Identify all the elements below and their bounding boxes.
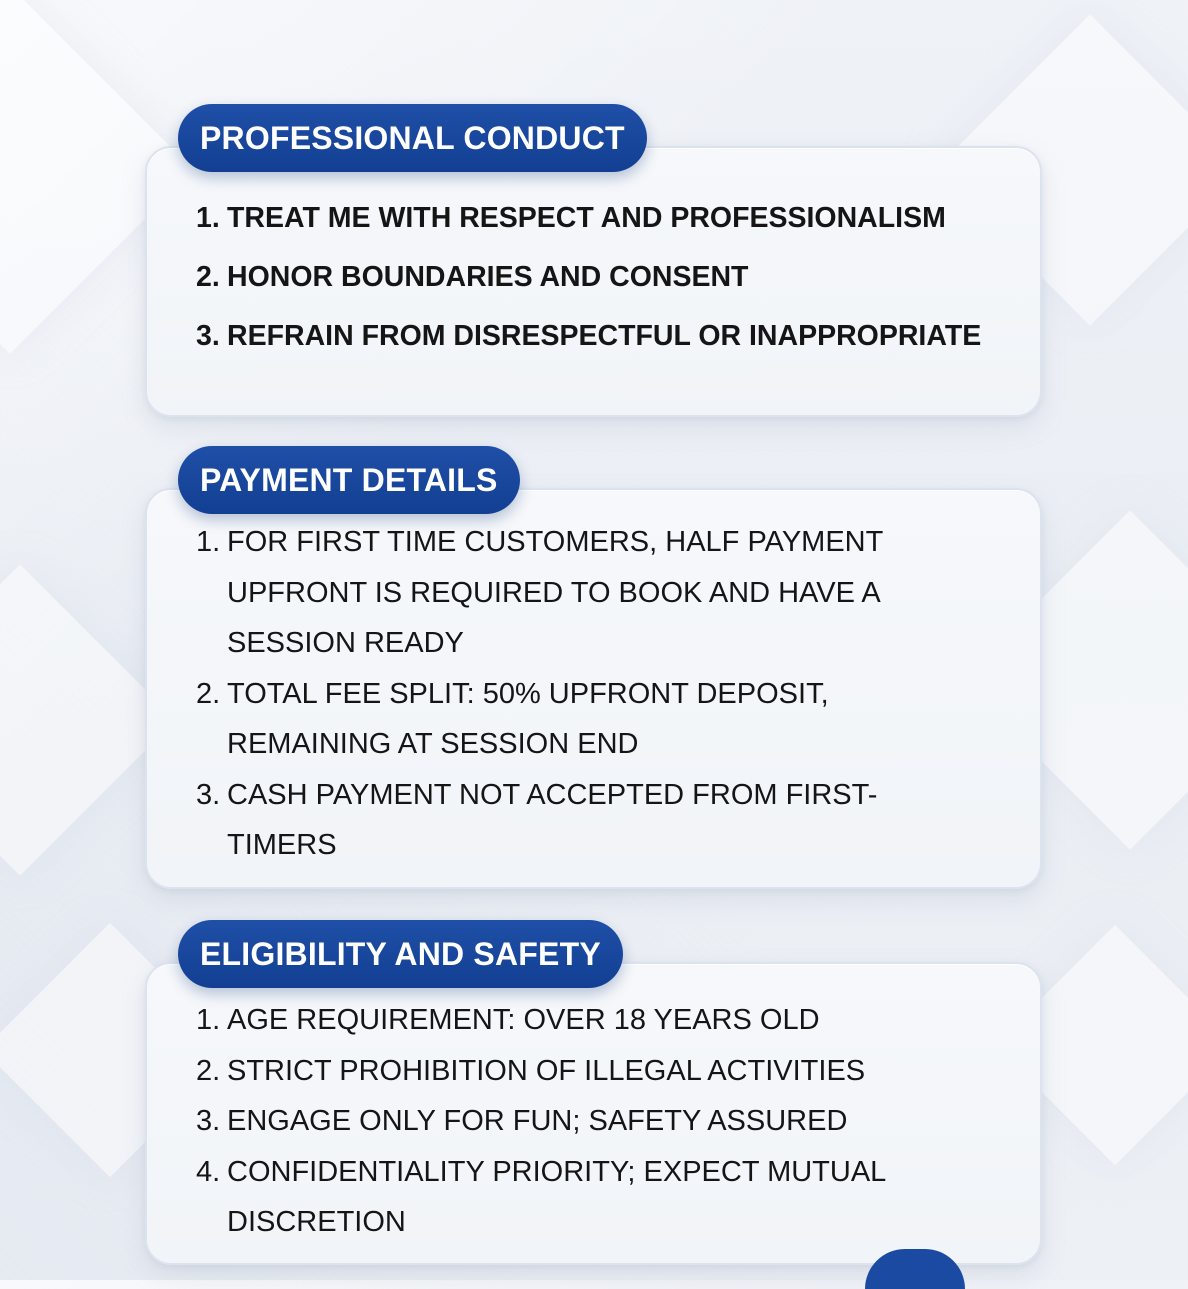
payment-details-list <box>196 517 1016 871</box>
item-number: 3. <box>196 778 221 811</box>
item-text-line: DISCRETION <box>227 1206 406 1238</box>
list-item <box>196 1096 1016 1147</box>
list-item <box>196 307 1016 366</box>
item-number: 1. <box>196 1004 221 1036</box>
item-number: 2. <box>196 677 221 710</box>
item-text: REFRAIN FROM DISRESPECTFUL OR INAPPROPRIATE <box>227 320 982 352</box>
item-text: TREAT ME WITH RESPECT AND PROFESSIONALISM <box>227 202 946 234</box>
item-text-line: STRICT PROHIBITION OF ILLEGAL ACTIVITIES <box>227 1054 866 1087</box>
list-item <box>196 770 1016 871</box>
item-number: 1. <box>196 526 221 558</box>
item-text-line: CONFIDENTIALITY PRIORITY; EXPECT MUTUAL <box>227 1155 887 1188</box>
item-number: 1. <box>196 202 220 234</box>
item-text-line: CASH PAYMENT NOT ACCEPTED FROM FIRST- <box>227 778 878 811</box>
list-item <box>196 669 1016 770</box>
item-text: HONOR BOUNDARIES AND CONSENT <box>227 261 749 293</box>
list-item <box>196 995 1016 1046</box>
item-text-line: UPFRONT IS REQUIRED TO BOOK AND HAVE A <box>227 576 881 609</box>
item-number: 3. <box>196 1105 221 1137</box>
item-number: 2. <box>196 261 220 293</box>
item-number: 4. <box>196 1155 221 1188</box>
professional-conduct-list <box>196 189 1016 366</box>
item-text-line: SESSION READY <box>227 627 464 659</box>
section-title-pill: PAYMENT DETAILS <box>178 446 520 514</box>
list-item <box>196 1147 1016 1248</box>
section-title-pill: PROFESSIONAL CONDUCT <box>178 104 647 172</box>
list-item <box>196 248 1016 307</box>
item-text-line: TOTAL FEE SPLIT: 50% UPFRONT DEPOSIT, <box>227 677 829 710</box>
item-text-line: AGE REQUIREMENT: OVER 18 YEARS OLD <box>227 1004 820 1036</box>
list-item <box>196 1046 1016 1097</box>
item-text-line: ENGAGE ONLY FOR FUN; SAFETY ASSURED <box>227 1105 848 1137</box>
item-text-line: REMAINING AT SESSION END <box>227 728 639 760</box>
item-text-line: TIMERS <box>227 829 337 861</box>
section-title-pill: ELIGIBILITY AND SAFETY <box>178 920 623 988</box>
eligibility-and-safety-list <box>196 995 1016 1248</box>
item-number: 2. <box>196 1054 221 1087</box>
list-item <box>196 189 1016 248</box>
item-text-line: FOR FIRST TIME CUSTOMERS, HALF PAYMENT <box>227 526 884 558</box>
item-number: 3. <box>196 320 220 352</box>
next-section-pill-edge <box>865 1249 965 1289</box>
list-item <box>196 517 1016 669</box>
